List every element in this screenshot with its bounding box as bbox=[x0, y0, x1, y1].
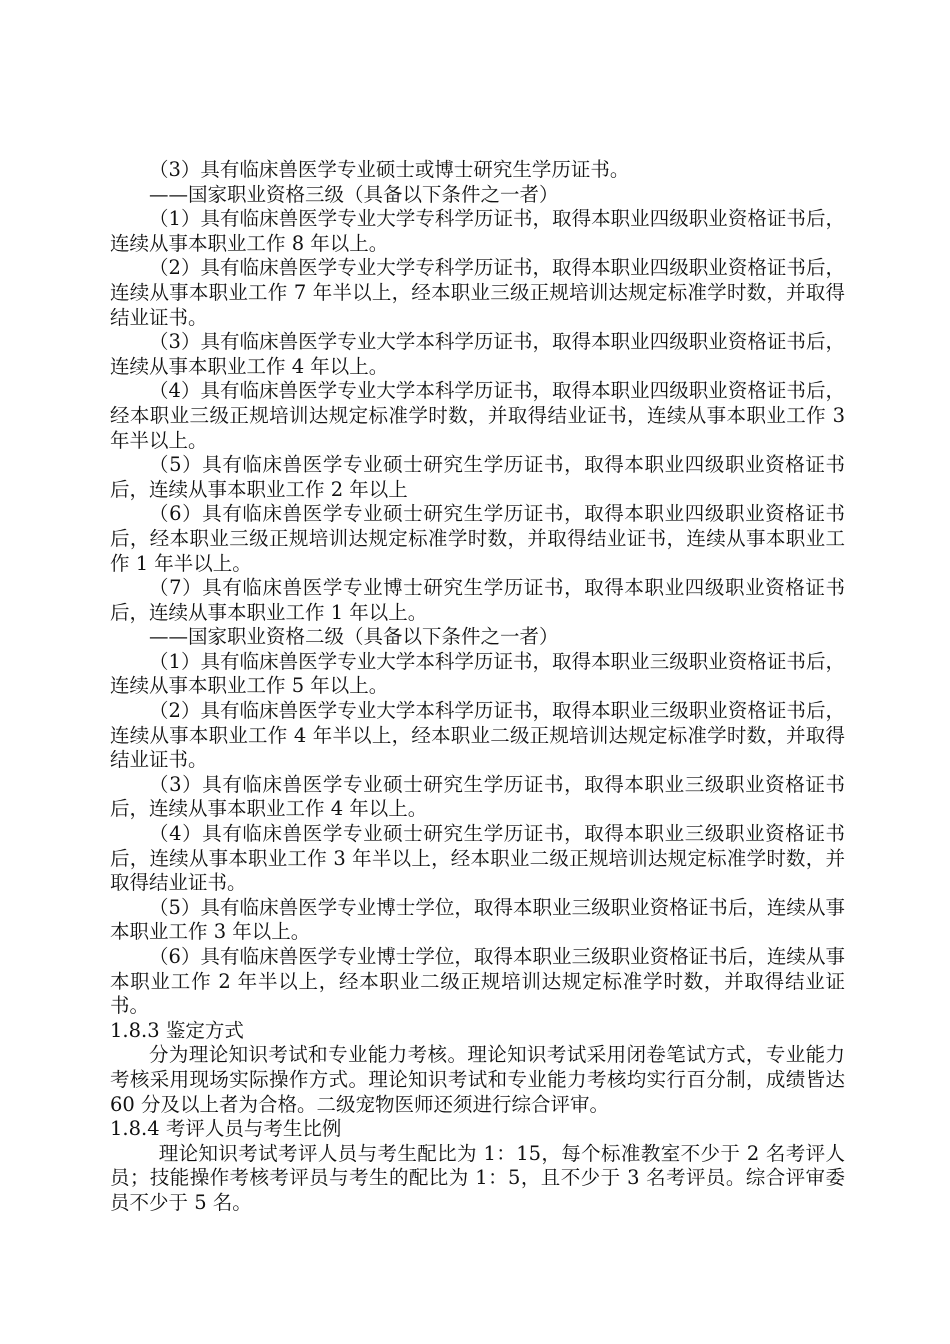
paragraph-examiner-ratio: 理论知识考试考评人员与考生配比为 1：15，每个标准教室不少于 2 名考评人员；技能操作考核考评员与考生的配比为 1：5，且不少于 3 名考评员。综合评审委员不少于 5 名。 bbox=[110, 1141, 845, 1214]
section-heading-1-8-4: 1.8.4 考评人员与考生比例 bbox=[110, 1117, 342, 1141]
section-level-2-header: ——国家职业资格二级（具备以下条件之一者） bbox=[149, 625, 559, 649]
paragraph-level3-item-2: （2）具有临床兽医学专业大学专科学历证书，取得本职业四级职业资格证书后，连续从事本职业工作 7 年半以上，经本职业三级正规培训达规定标准学时数，并取得结业证书。 bbox=[110, 256, 845, 329]
paragraph-level3-item-4: （4）具有临床兽医学专业大学本科学历证书，取得本职业四级职业资格证书后，经本职业三级正规培训达规定标准学时数，并取得结业证书，连续从事本职业工作 3 年半以上。 bbox=[110, 379, 845, 452]
paragraph-level3-item-5: （5）具有临床兽医学专业硕士研究生学历证书，取得本职业四级职业资格证书后，连续从事本职业工作 2 年以上 bbox=[110, 453, 845, 501]
document-body bbox=[110, 158, 845, 1216]
paragraph-assessment-method: 分为理论知识考试和专业能力考核。理论知识考试采用闭卷笔试方式，专业能力考核采用现场实际操作方式。理论知识考试和专业能力考核均实行百分制，成绩皆达 60 分及以上者为合格。二级宠物医师还须进行综合评审。 bbox=[110, 1043, 845, 1116]
paragraph-level2-item-1: （1）具有临床兽医学专业大学本科学历证书，取得本职业三级职业资格证书后，连续从事本职业工作 5 年以上。 bbox=[110, 649, 845, 698]
paragraph-level3-item-7: （7）具有临床兽医学专业博士研究生学历证书，取得本职业四级职业资格证书后，连续从事本职业工作 1 年以上。 bbox=[110, 576, 845, 624]
paragraph-level2-item-3: （3）具有临床兽医学专业硕士研究生学历证书，取得本职业三级职业资格证书后，连续从事本职业工作 4 年以上。 bbox=[110, 772, 845, 821]
paragraph-level2-item-6: （6）具有临床兽医学专业博士学位，取得本职业三级职业资格证书后，连续从事本职业工作 2 年半以上，经本职业二级正规培训达规定标准学时数，并取得结业证书。 bbox=[110, 945, 845, 1018]
paragraph-level3-item-1: （1）具有临床兽医学专业大学专科学历证书，取得本职业四级职业资格证书后，连续从事本职业工作 8 年以上。 bbox=[110, 207, 845, 255]
paragraph-level3-item-6: （6）具有临床兽医学专业硕士研究生学历证书，取得本职业四级职业资格证书后，经本职业三级正规培训达规定标准学时数，并取得结业证书，连续从事本职业工作 1 年半以上。 bbox=[110, 502, 845, 575]
section-level-3-header: ——国家职业资格三级（具备以下条件之一者） bbox=[149, 182, 559, 206]
paragraph-level3-item-3: （3）具有临床兽医学专业大学本科学历证书，取得本职业四级职业资格证书后，连续从事本职业工作 4 年以上。 bbox=[110, 330, 845, 378]
paragraph-level2-item-4: （4）具有临床兽医学专业硕士研究生学历证书，取得本职业三级职业资格证书后，连续从事本职业工作 3 年半以上，经本职业二级正规培训达规定标准学时数，并取得结业证书。 bbox=[110, 822, 845, 895]
paragraph-level2-item-5: （5）具有临床兽医学专业博士学位，取得本职业三级职业资格证书后，连续从事本职业工作 3 年以上。 bbox=[110, 895, 845, 944]
paragraph-item-3-doctor-master: （3）具有临床兽医学专业硕士或博士研究生学历证书。 bbox=[149, 158, 630, 181]
paragraph-level2-item-2: （2）具有临床兽医学专业大学本科学历证书，取得本职业三级职业资格证书后，连续从事本职业工作 4 年半以上，经本职业二级正规培训达规定标准学时数，并取得结业证书。 bbox=[110, 699, 845, 772]
section-heading-1-8-3: 1.8.3 鉴定方式 bbox=[110, 1018, 244, 1042]
